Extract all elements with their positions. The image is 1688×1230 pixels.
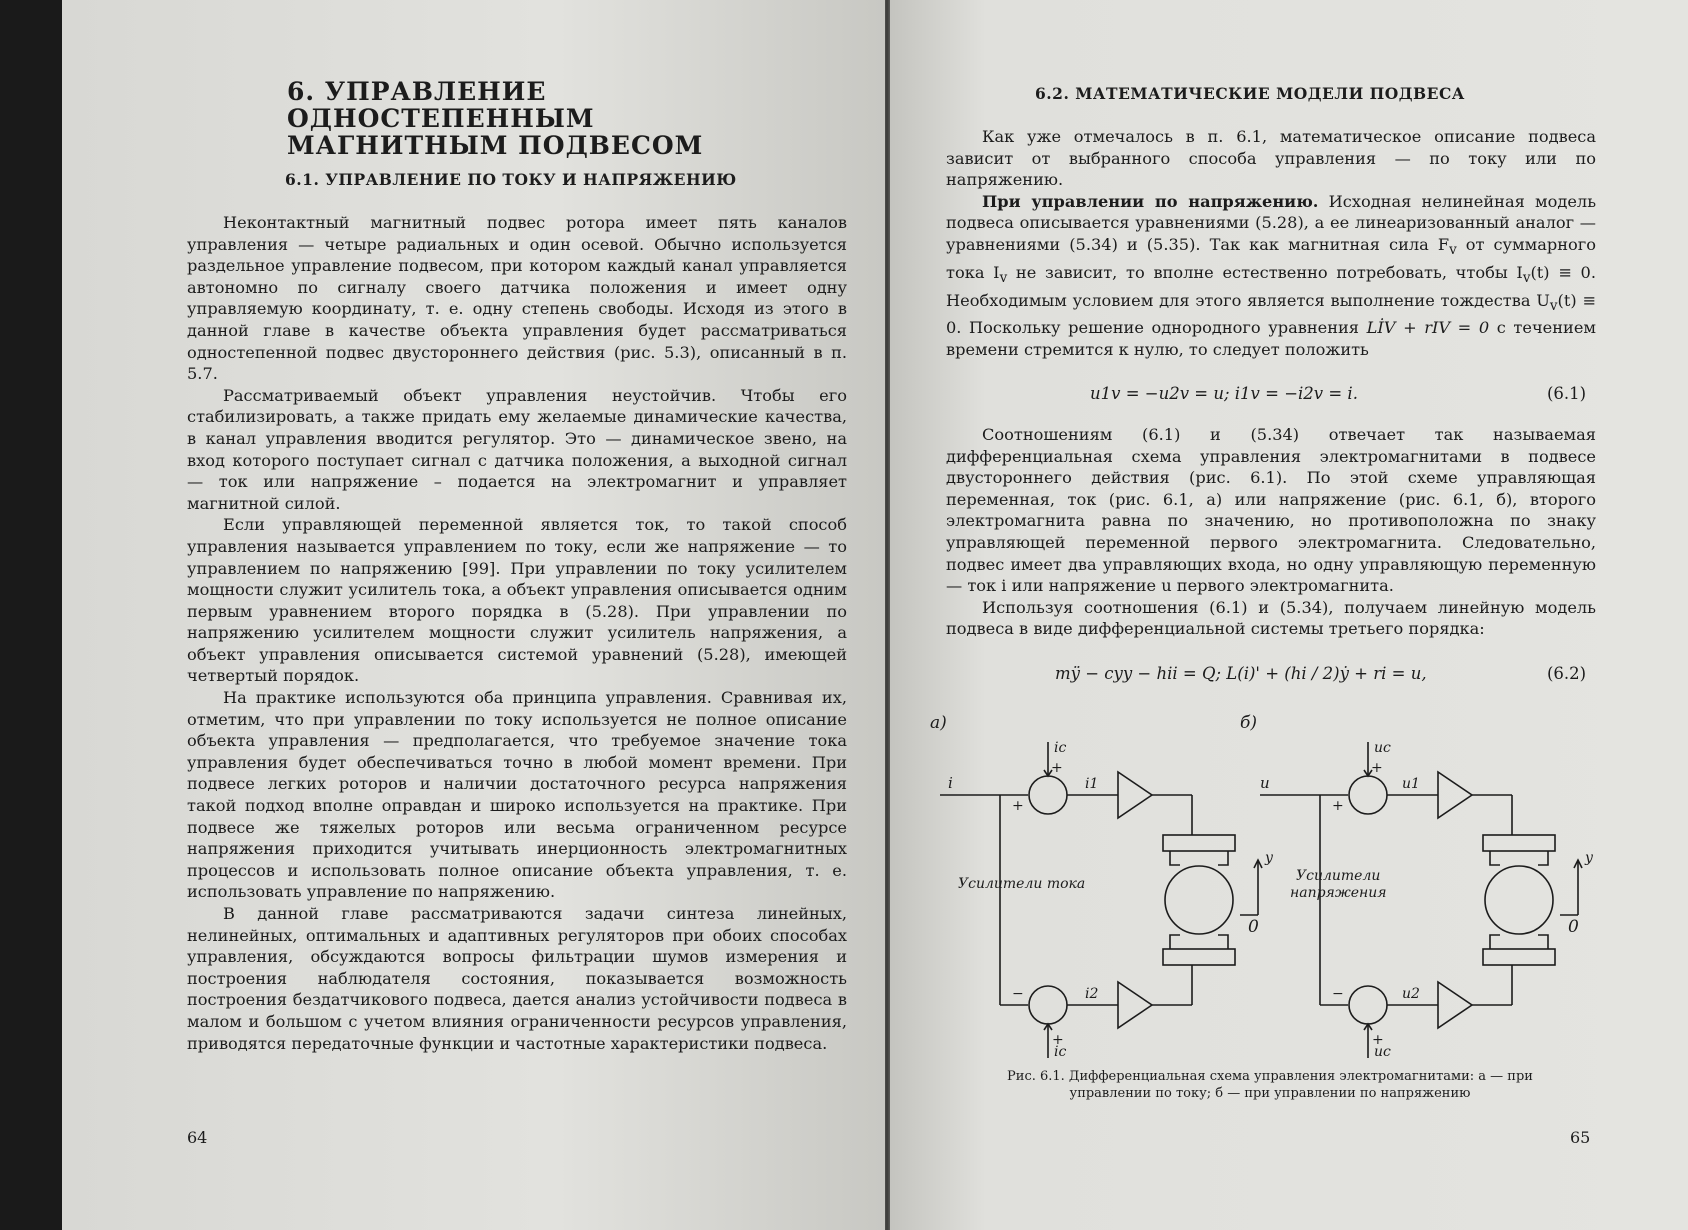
page-number-right: 65 bbox=[1570, 1128, 1591, 1147]
fig-a-i2-label: i2 bbox=[1085, 986, 1099, 1002]
caption-line-1: Рис. 6.1. Дифференциальная схема управления электромагнитами: а — при bbox=[1007, 1069, 1533, 1084]
page-number-left: 64 bbox=[187, 1128, 208, 1147]
paragraph: Рассматриваемый объект управления неустойчив. Чтобы его стабилизировать, а также придать ему желаемые динамические качества, в канал управления вводится регулятор. Это — динамическое звено, на вход которого поступает сигнал с датчика положения, а выходной сигнал — ток или напряжение – подается на электромагнит и управляет магнитной силой. bbox=[187, 385, 847, 513]
svg-text:+: + bbox=[1052, 1032, 1064, 1048]
svg-text:+: + bbox=[1051, 760, 1063, 776]
paragraph: В данной главе рассматриваются задачи синтеза линейных, нелинейных, оптимальных и адаптивных регуляторов при обоих способах управления, обсуждаются вопросы фильтрации шумов измерения и построения наблюдателя состояния, показывается возможность построения бездатчикового подвеса, дается анализ устойчивости подвеса в малом и большом с учетом влияния ограниченности ресурсов управления, приводятся передаточные функции и частотные характеристики подвеса. bbox=[187, 904, 847, 1053]
figure-6-1-diagram bbox=[930, 700, 1610, 1060]
svg-text:+: + bbox=[1332, 798, 1344, 814]
right-body-text-middle bbox=[946, 424, 1596, 640]
fig-b-u1-label: u1 bbox=[1402, 776, 1420, 792]
chapter-title-line-1: 6. УПРАВЛЕНИЕ ОДНОСТЕПЕННЫМ bbox=[287, 77, 595, 133]
right-body-text-top bbox=[946, 126, 1596, 361]
svg-text:−: − bbox=[1012, 986, 1024, 1002]
paragraph: На практике используются оба принципа управления. Сравнивая их, отметим, что при управлении по току используется не полное описание объекта управления — предполагается, что требуемое значение тока управления будет обеспечиваться точно в любой момент времени. При подвесе легких роторов и наличии достаточного ресурса напряжения такой подход вполне оправдан и широко используется на практике. При подвесе же тяжелых роторов или весьма ограниченном ресурсе напряжения приходится учитывать инерционность электромагнитных процессов и использовать полное описание объекта управления, т. е. использовать управление по напряжению. bbox=[187, 688, 847, 902]
fig-label-a: а) bbox=[930, 713, 947, 733]
section-title-6-2: 6.2. МАТЕМАТИЧЕСКИЕ МОДЕЛИ ПОДВЕСА bbox=[1035, 84, 1465, 103]
left-body-text bbox=[187, 212, 847, 1054]
fig-b-u2-label: u2 bbox=[1402, 986, 1420, 1002]
equation-number-6-2: (6.2) bbox=[1547, 664, 1587, 683]
chapter-title-line-2: МАГНИТНЫМ ПОДВЕСОМ bbox=[287, 131, 704, 160]
svg-text:+: + bbox=[1371, 760, 1383, 776]
equation-6-2: mÿ − cyy − hii = Q; L(i)' + (hi / 2)ẏ + ri = u, bbox=[1055, 664, 1427, 683]
fig-label-b: б) bbox=[1240, 713, 1258, 733]
fig-a-ic-top: ic bbox=[1054, 740, 1067, 756]
equation-6-1: u1v = −u2v = u; i1v = −i2v = i. bbox=[1090, 384, 1358, 403]
fig-b-input-label: u bbox=[1260, 774, 1270, 792]
svg-text:+: + bbox=[1372, 1032, 1384, 1048]
fig-a-amplifier-label: Усилители тока bbox=[958, 876, 1086, 892]
left-page bbox=[62, 0, 885, 1230]
equation-number-6-1: (6.1) bbox=[1547, 384, 1587, 403]
paragraph: Если управляющей переменной является ток, то такой способ управления называется управлением по току, если же напряжение — то управлением по напряжению [99]. При управлении по току усилителем мощности служит усилитель тока, а объект управления описывается одним первым уравнением второго порядка в (5.28). При управлении по напряжению усилителем мощности служит усилитель напряжения, а объект управления описывается системой уравнений (5.28), имеющей четвертый порядок. bbox=[187, 515, 847, 686]
fig-a-input-label: i bbox=[948, 774, 953, 792]
fig-a-zero-label: 0 bbox=[1248, 917, 1259, 937]
fig-b-amplifier-label-2: напряжения bbox=[1290, 885, 1387, 901]
paragraph: Как уже отмечалось в п. 6.1, математическое описание подвеса зависит от выбранного способа управления — по току или по напряжению. bbox=[946, 127, 1596, 190]
fig-b-uc-bottom: uc bbox=[1374, 1044, 1391, 1060]
fig-b-y-label: y bbox=[1585, 850, 1593, 866]
figure-caption bbox=[930, 1068, 1610, 1102]
diagram-a bbox=[940, 742, 1262, 1058]
svg-text:−: − bbox=[1332, 986, 1344, 1002]
paragraph: При управлении по напряжению. Исходная нелинейная модель подвеса описывается уравнениями (5.28), а ее линеаризованный аналог — уравнениями (5.34) и (5.35). Так как магнитная сила $F_v$ от суммарного тока $I_v$ не зависит, то вполне естественно потребовать, чтобы $I_v(t) \equiv 0$. Необходимым условием для этого является выполнение тождества $U_v(t) \equiv 0$. Поскольку решение однородного уравнения LİV + rIV = 0 с течением времени стремится к нулю, то следует положить bbox=[946, 191, 1597, 360]
paragraph: Соотношениям (6.1) и (5.34) отвечает так называемая дифференциальная схема управления электромагнитами в подвесе двустороннего действия (рис. 6.1). По этой схеме управляющая переменная, ток (рис. 6.1, а) или напряжение (рис. 6.1, б), второго электромагнита равна по значению, но противоположна по знаку управляющей переменной первого электромагнита. Следовательно, подвес имеет два управляющих входа, но одну управляющую переменную — ток i или напряжение u первого электромагнита. bbox=[946, 425, 1596, 596]
svg-text:+: + bbox=[1012, 798, 1024, 814]
fig-b-amplifier-label-1: Усилители bbox=[1296, 868, 1381, 884]
paragraph: Неконтактный магнитный подвес ротора имеет пять каналов управления — четыре радиальных и один осевой. Обычно используется раздельное управление подвесом, при котором каждый канал управляется автономно по сигналу своего датчика положения и имеет одну управляемую координату, т. е. одну степень свободы. Исходя из этого в данной главе в качестве объекта управления будет рассматриваться одностепенной подвес двустороннего действия (рис. 5.3), описанный в п. 5.7. bbox=[187, 213, 847, 384]
section-title-6-1: 6.1. УПРАВЛЕНИЕ ПО ТОКУ И НАПРЯЖЕНИЮ bbox=[285, 170, 737, 189]
fig-a-y-label: y bbox=[1265, 850, 1273, 866]
paragraph-lead: При управлении по напряжению. bbox=[982, 191, 1319, 211]
paragraph: Используя соотношения (6.1) и (5.34), получаем линейную модель подвеса в виде дифференциальной системы третьего порядка: bbox=[946, 597, 1596, 639]
caption-line-2: управлении по току; б — при управлении по напряжению bbox=[1069, 1086, 1471, 1101]
fig-a-ic-bottom: ic bbox=[1054, 1044, 1067, 1060]
fig-b-uc-top: uc bbox=[1374, 740, 1391, 756]
inline-equation: LİV + rIV = 0 bbox=[1366, 318, 1490, 338]
right-page bbox=[890, 0, 1688, 1230]
chapter-title bbox=[287, 78, 847, 159]
fig-b-zero-label: 0 bbox=[1568, 917, 1579, 937]
fig-a-i1-label: i1 bbox=[1085, 776, 1099, 792]
